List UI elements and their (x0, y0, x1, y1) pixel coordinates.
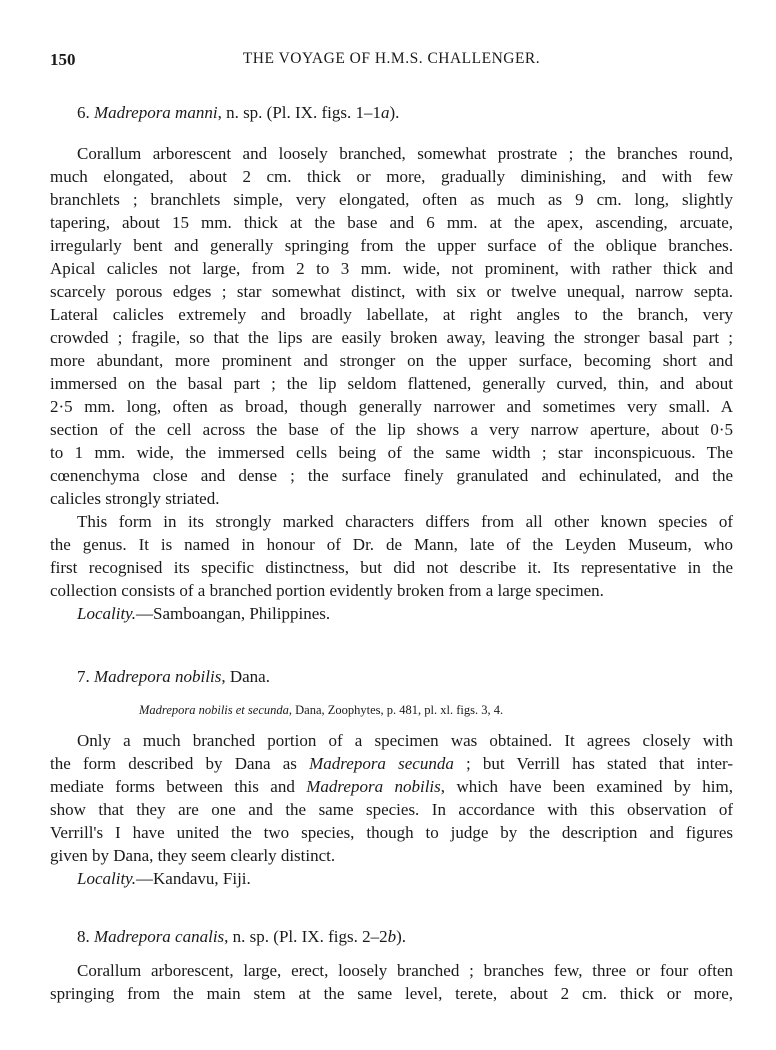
text-run: This form in its strongly marked characters differs from all other known species of (77, 512, 733, 531)
text-run: , n. sp. (Pl. IX. figs. 1–1 (217, 103, 381, 122)
text-run: the form described by Dana as (50, 754, 310, 773)
text-run: calicles strongly striated. (50, 489, 220, 508)
text-run: immersed on the basal part ; the lip seldom flattened, generally curved, thin, and about (50, 374, 733, 393)
text-line (50, 729, 733, 752)
text-line (50, 372, 733, 395)
synonymy-citation (139, 701, 503, 719)
text-line (50, 821, 733, 844)
text-line (50, 533, 733, 556)
text-run: Apical calicles not large, from 2 to 3 mm. wide, not prominent, with rather thick and (50, 259, 733, 278)
text-run: show that they are one and the same species. In accordance with this observation of (50, 800, 733, 819)
text-line (50, 510, 733, 533)
text-line (50, 234, 733, 257)
text-line (50, 982, 733, 1005)
text-run: 7. (77, 667, 94, 686)
italic-text: Madrepora canalis (94, 927, 225, 946)
species-heading-8 (50, 925, 733, 948)
text-line (50, 579, 733, 602)
running-header (50, 50, 733, 74)
text-line (50, 349, 733, 372)
text-run: to 1 mm. wide, the immersed cells being of the same width ; star inconspicuous. The (50, 443, 733, 462)
text-run: irregularly bent and generally springing from the upper surface of the oblique branches. (50, 236, 733, 255)
text-run: more abundant, more prominent and stronger on the upper surface, becoming short and (50, 351, 733, 370)
text-run: ). (396, 927, 406, 946)
italic-text: b (387, 927, 397, 946)
text-run: Lateral calicles extremely and broadly labellate, at right angles to the branch, very (50, 305, 733, 324)
text-run: branchlets ; branchlets simple, very elongated, often as much as 9 cm. long, slightly (50, 190, 733, 209)
running-title: THE VOYAGE OF H.M.S. CHALLENGER. (242, 50, 541, 67)
text-run: —Samboangan, Philippines. (136, 604, 331, 623)
species-heading-6 (50, 101, 733, 124)
text-run: section of the cell across the base of the lip shows a very narrow aperture, about 0·5 (50, 420, 733, 439)
italic-text: a (380, 103, 390, 122)
text-line (50, 752, 733, 775)
heading-text (77, 925, 733, 948)
italic-text: Madrepora manni (94, 103, 218, 122)
text-run: Corallum arborescent, large, erect, loosely branched ; branches few, three or four often (77, 961, 733, 980)
text-run: the genus. It is named in honour of Dr. de Mann, late of the Leyden Museum, who (50, 535, 733, 554)
text-run: collection consists of a branched portion evidently broken from a large specimen. (50, 581, 604, 600)
text-run: Only a much branched portion of a specimen was obtained. It agrees closely with (77, 731, 733, 750)
italic-text: Madrepora nobilis (94, 667, 222, 686)
text-line (50, 602, 733, 625)
text-run: Verrill's I have united the two species, though to judge by the description and figures (50, 823, 733, 842)
text-run: 8. (77, 927, 94, 946)
text-line (50, 844, 733, 867)
text-line (50, 867, 733, 890)
text-run: first recognised its specific distinctness, but did not describe it. Its representative in the (50, 558, 733, 577)
text-run: ; but Verrill has stated that inter- (453, 754, 733, 773)
text-line (50, 188, 733, 211)
text-run: Corallum arborescent and loosely branched, somewhat prostrate ; the branches round, (77, 144, 733, 163)
text-line (50, 464, 733, 487)
text-line (50, 257, 733, 280)
species-body-6 (50, 142, 733, 625)
text-run: mediate forms between this and (50, 777, 307, 796)
text-line (50, 165, 733, 188)
text-line (50, 326, 733, 349)
italic-text: Locality. (77, 604, 137, 623)
italic-text: Locality. (77, 869, 137, 888)
text-line (50, 487, 733, 510)
text-line (50, 798, 733, 821)
text-run: —Kandavu, Fiji. (136, 869, 251, 888)
species-heading-7 (50, 665, 733, 688)
text-run: 2·5 mm. long, often as broad, though generally narrower and sometimes very small. A (50, 397, 733, 416)
text-line (50, 441, 733, 464)
species-body-8 (50, 959, 733, 1005)
text-run: , n. sp. (Pl. IX. figs. 2–2 (224, 927, 388, 946)
text-line (50, 211, 733, 234)
text-run: 6. (77, 103, 94, 122)
text-run: , Dana, Zoophytes, p. 481, pl. xl. figs. 3, 4. (288, 703, 504, 717)
text-line (50, 303, 733, 326)
text-run: scarcely porous edges ; star somewhat distinct, with six or twelve unequal, narrow septa. (50, 282, 733, 301)
italic-text: Madrepora nobilis (306, 777, 441, 796)
heading-text (77, 101, 733, 124)
text-run: much elongated, about 2 cm. thick or more, gradually diminishing, and with few (50, 167, 733, 186)
heading-text (77, 665, 733, 688)
text-line (50, 395, 733, 418)
text-line (50, 142, 733, 165)
text-line (50, 775, 733, 798)
text-run: tapering, about 15 mm. thick at the base and 6 mm. at the apex, ascending, arcuate, (50, 213, 733, 232)
text-line (50, 280, 733, 303)
text-run: ). (389, 103, 400, 122)
text-line (50, 418, 733, 441)
italic-text: Madrepora secunda (309, 754, 454, 773)
text-run: given by Dana, they seem clearly distinct. (50, 846, 336, 865)
text-line (50, 556, 733, 579)
text-run: , Dana. (221, 667, 270, 686)
text-run: , which have been examined by him, (440, 777, 733, 796)
page-number: 150 (50, 50, 76, 69)
italic-text: Madrepora nobilis et secunda (139, 703, 289, 717)
text-run: springing from the main stem at the same level, terete, about 2 cm. thick or more, (50, 984, 733, 1003)
text-line (50, 959, 733, 982)
text-run: crowded ; fragile, so that the lips are easily broken away, leaving the stronger basal part ; (50, 328, 733, 347)
text-run: cœnenchyma close and dense ; the surface finely granulated and echinulated, and the (50, 466, 733, 485)
species-body-7 (50, 729, 733, 890)
